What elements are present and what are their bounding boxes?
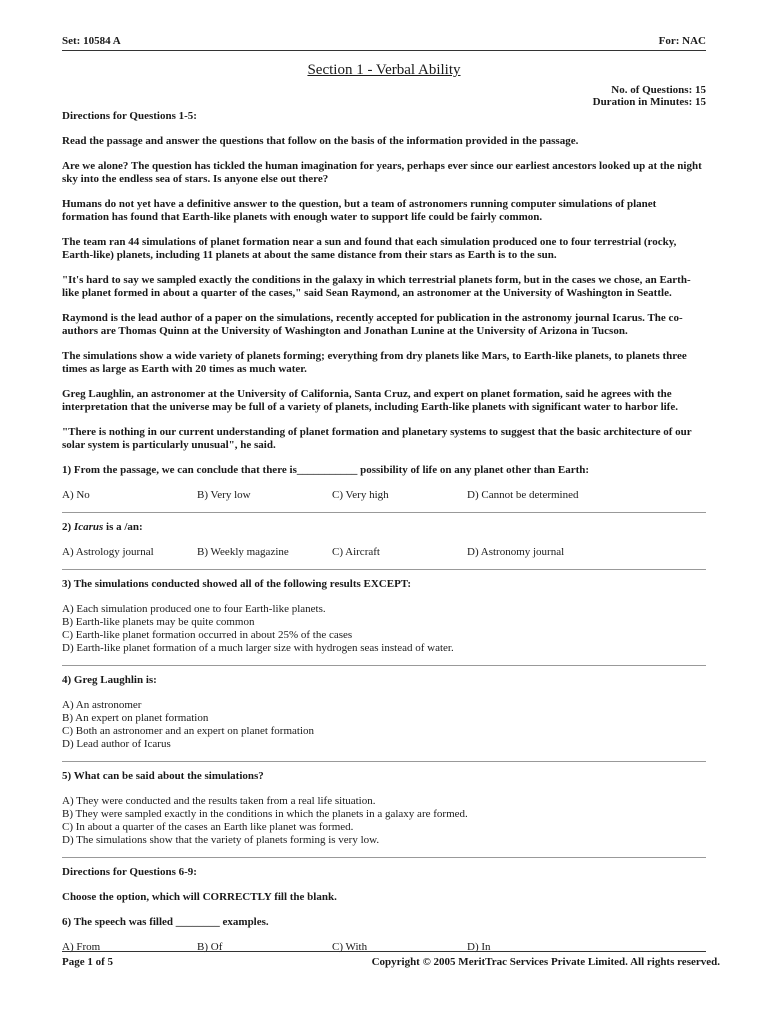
question-6: 6) The speech was filled ________ examples. (62, 916, 269, 928)
option-c[interactable]: C) In about a quarter of the cases an Earth like planet was formed. (62, 821, 354, 833)
question-divider (62, 761, 706, 762)
directions-heading-2: Directions for Questions 6-9: (62, 866, 197, 878)
option-d[interactable]: D) Earth-like planet formation of a much larger size with hydrogen seas instead of water. (62, 642, 454, 654)
question-2-options (62, 546, 706, 559)
copyright-notice: Copyright © 2005 MeritTrac Services Private Limited. All rights reserved. (371, 956, 720, 968)
set-number: Set: 10584 A (62, 35, 121, 47)
passage-paragraph: Raymond is the lead author of a paper on the simulations, recently accepted for publication in the astronomy journal Icarus. The co-authors are Thomas Quinn at the University of Washington and Jonathan Lunine at the University of Arizona in Tucson. (62, 312, 683, 337)
option-d[interactable]: D) Astronomy journal (467, 546, 565, 558)
page-number: Page 1 of 5 (62, 956, 114, 968)
question-count: No. of Questions: 15 (611, 84, 706, 96)
directions-text-2: Choose the option, which will CORRECTLY fill the blank. (62, 891, 337, 903)
question-divider (62, 665, 706, 666)
option-a[interactable]: A) From (62, 941, 101, 953)
question-4: 4) Greg Laughlin is: (62, 674, 157, 686)
question-5: 5) What can be said about the simulations? (62, 770, 264, 782)
passage-paragraph: The simulations show a wide variety of planets forming; everything from dry planets like Mars, to Earth-like planets, to planets three times as large as Earth with 20 times as much water. (62, 350, 687, 375)
option-c[interactable]: C) Both an astronomer and an expert on planet formation (62, 725, 315, 737)
section-meta (593, 84, 706, 108)
option-a[interactable]: A) Each simulation produced one to four Earth-like planets. (62, 603, 326, 615)
footer-rule (62, 951, 706, 952)
question-3: 3) The simulations conducted showed all of the following results EXCEPT: (62, 578, 411, 590)
option-a[interactable]: A) An astronomer (62, 699, 142, 711)
question-6-options (62, 941, 706, 954)
question-1: 1) From the passage, we can conclude that there is___________ possibility of life on any planet other than Earth: (62, 464, 590, 476)
passage-paragraph: Are we alone? The question has tickled the human imagination for years, perhaps ever since our earliest ancestors looked up at the night sky into the endless sea of stars. Is anyone else out there? (62, 160, 702, 185)
question-2-italic-term: Icarus (73, 521, 104, 533)
option-d[interactable]: D) The simulations show that the variety of planets forming is very low. (62, 834, 380, 846)
section-title: Section 1 - Verbal Ability (307, 62, 461, 78)
option-d[interactable]: D) Lead author of Icarus (62, 738, 171, 750)
option-c[interactable]: C) Aircraft (332, 546, 380, 558)
question-2-number: 2) (62, 521, 74, 533)
option-b[interactable]: B) Earth-like planets may be quite common (62, 616, 255, 628)
option-b[interactable]: B) Very low (197, 489, 251, 501)
question-1-options (62, 489, 706, 502)
passage-paragraph: "It's hard to say we sampled exactly the conditions in the galaxy in which terrestrial planets form, but in the cases we chose, an Earth-like planet formed in about a quarter of the cases," said Sean Raymond, an astronomer at the University of Washington in Seattle. (62, 274, 691, 299)
directions-text: Read the passage and answer the questions that follow on the basis of the information provided in the passage. (62, 135, 579, 147)
option-a[interactable]: A) Astrology journal (62, 546, 154, 558)
option-c[interactable]: C) With (332, 941, 368, 953)
option-a[interactable]: A) No (62, 489, 90, 501)
option-a[interactable]: A) They were conducted and the results taken from a real life situation. (62, 795, 376, 807)
directions-heading: Directions for Questions 1-5: (62, 110, 197, 122)
option-b[interactable]: B) They were sampled exactly in the conditions in which the planets in a galaxy are formed. (62, 808, 468, 820)
option-b[interactable]: B) Of (197, 941, 223, 953)
question-divider (62, 569, 706, 570)
audience-label: For: NAC (658, 35, 706, 47)
option-c[interactable]: C) Very high (332, 489, 389, 501)
option-b[interactable]: B) Weekly magazine (197, 546, 289, 558)
question-2-suffix: is a /an: (103, 521, 143, 533)
question-3-options (62, 603, 706, 655)
passage-paragraph: "There is nothing in our current understanding of planet formation and planetary systems to suggest that the basic architecture of our solar system is particularly unusual", he said. (62, 426, 692, 451)
option-d[interactable]: D) In (467, 941, 491, 953)
passage-paragraph: Greg Laughlin, an astronomer at the University of California, Santa Cruz, and expert on planet formation, said he agrees with the interpretation that the universe may be full of a variety of planets, including Earth-like planets with significant water to harbor life. (62, 388, 678, 413)
option-c[interactable]: C) Earth-like planet formation occurred in about 25% of the cases (62, 629, 353, 641)
question-divider (62, 857, 706, 858)
header-rule (62, 50, 706, 51)
passage-paragraph: Humans do not yet have a definitive answer to the question, but a team of astronomers running computer simulations of planet formation has found that Earth-like planets with enough water to support life could be fairly common. (62, 198, 657, 223)
question-4-options (62, 699, 706, 751)
document-body (62, 110, 706, 964)
question-5-options (62, 795, 706, 847)
question-divider (62, 512, 706, 513)
option-d[interactable]: D) Cannot be determined (467, 489, 579, 501)
question-2 (62, 521, 706, 534)
duration: Duration in Minutes: 15 (592, 96, 706, 108)
passage-paragraph: The team ran 44 simulations of planet formation near a sun and found that each simulation produced one to four terrestrial (rocky, Earth-like) planets, including 11 planets at about the same distance from their stars as Earth is to the sun. (62, 236, 677, 261)
option-b[interactable]: B) An expert on planet formation (62, 712, 209, 724)
